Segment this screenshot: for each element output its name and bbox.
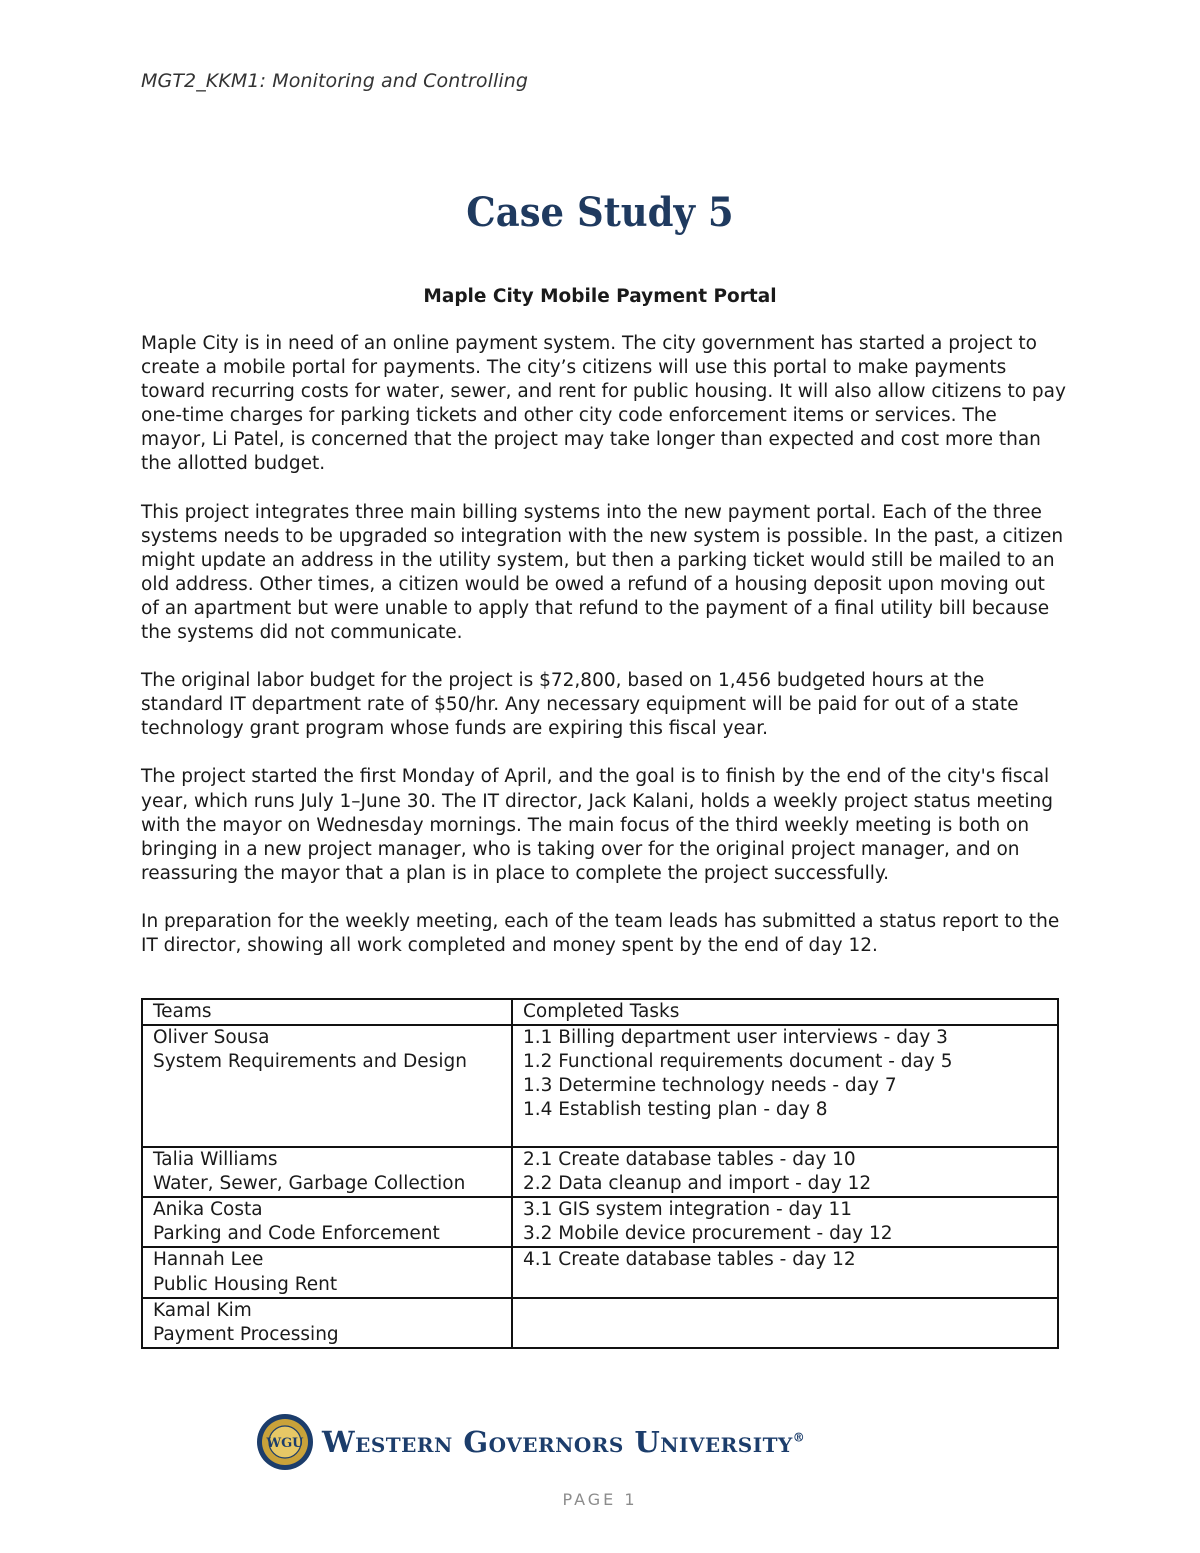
team-lead: Kamal Kim	[153, 1299, 252, 1321]
team-name: Parking and Code Enforcement	[153, 1223, 440, 1245]
tasks-cell	[512, 1147, 1058, 1197]
team-name: System Requirements and Design	[153, 1051, 467, 1073]
team-lead: Oliver Sousa	[153, 1027, 270, 1049]
status-table	[141, 998, 1059, 1349]
task-item: 1.1 Billing department user interviews - day 3	[523, 1027, 948, 1049]
header-completed-tasks: Completed Tasks	[512, 999, 1058, 1025]
team-name: Public Housing Rent	[153, 1273, 338, 1295]
table-row	[142, 1298, 1058, 1348]
task-item: 2.2 Data cleanup and import - day 12	[523, 1173, 872, 1195]
header-teams: Teams	[142, 999, 512, 1025]
team-lead: Talia Williams	[153, 1149, 278, 1171]
paragraph-integration: This project integrates three main billing systems into the new payment portal. Each of the three systems needs to be upgraded so integration with the new system is possible. In the past, a citizen might update an address in the utility system, but then a parking ticket would still be mailed to an old address. Other times, a citizen would be owed a refund of a housing deposit upon moving out of an apartment but were unable to apply that refund to the payment of a final utility bill because the systems did not communicate.	[141, 501, 1064, 644]
team-name: Payment Processing	[153, 1323, 339, 1345]
team-lead: Hannah Lee	[153, 1249, 264, 1271]
table-row	[142, 1147, 1058, 1197]
wgu-logo	[256, 1410, 805, 1474]
task-item: 1.4 Establish testing plan - day 8	[523, 1099, 828, 1121]
logo-text: Western Governors University	[322, 1425, 793, 1459]
table-header-row	[142, 999, 1058, 1025]
team-name: Water, Sewer, Garbage Collection	[153, 1173, 466, 1195]
tasks-cell	[512, 1197, 1058, 1247]
case-body	[141, 332, 1066, 982]
case-subtitle: Maple City Mobile Payment Portal	[423, 286, 777, 307]
table-row	[142, 1197, 1058, 1247]
tasks-cell-empty	[512, 1298, 1058, 1348]
paragraph-preparation: In preparation for the weekly meeting, each of the team leads has submitted a status report to the IT director, showing all work completed and money spent by the end of day 12.	[141, 910, 1060, 956]
table-row	[142, 1247, 1058, 1297]
paragraph-budget: The original labor budget for the project is $72,800, based on 1,456 budgeted hours at the standard IT department rate of $50/hr. Any necessary equipment will be paid for out of a state technology grant program whose funds are expiring this fiscal year.	[141, 670, 1019, 740]
task-item: 1.2 Functional requirements document - day 5	[523, 1051, 953, 1073]
task-item: 3.1 GIS system integration - day 11	[523, 1199, 852, 1221]
team-cell	[142, 1147, 512, 1197]
task-item: 2.1 Create database tables - day 10	[523, 1149, 856, 1171]
team-cell	[142, 1197, 512, 1247]
task-item: 1.3 Determine technology needs - day 7	[523, 1075, 897, 1097]
tasks-cell	[512, 1247, 1058, 1297]
seal-initials: WGU	[266, 1436, 304, 1451]
team-cell	[142, 1025, 512, 1147]
table-row	[142, 1025, 1058, 1147]
university-seal-icon	[256, 1413, 314, 1471]
page-number: PAGE 1	[562, 1490, 638, 1509]
page-title: Case Study 5	[466, 188, 734, 236]
course-header: MGT2_KKM1: Monitoring and Controlling	[141, 70, 529, 92]
team-lead: Anika Costa	[153, 1199, 263, 1221]
team-cell	[142, 1298, 512, 1348]
team-cell	[142, 1247, 512, 1297]
paragraph-schedule: The project started the first Monday of April, and the goal is to finish by the end of the city's fiscal year, which runs July 1–June 30. The IT director, Jack Kalani, holds a weekly project status meeting with the mayor on Wednesday mornings. The main focus of the third weekly meeting is both on bringing in a new project manager, who is taking over for the original project manager, and on reassuring the mayor that a plan is in place to complete the project successfully.	[141, 766, 1054, 884]
logo-wordmark	[322, 1425, 805, 1459]
trademark-mark: ®	[792, 1430, 806, 1445]
task-item: 3.2 Mobile device procurement - day 12	[523, 1223, 893, 1245]
paragraph-intro: Maple City is in need of an online payment system. The city government has started a project to create a mobile portal for payments. The city’s citizens will use this portal to make payments toward recurring costs for water, sewer, and rent for public housing. It will also allow citizens to pay one-time charges for parking tickets and other city code enforcement items or services. The mayor, Li Patel, is concerned that the project may take longer than expected and cost more than the allotted budget.	[141, 333, 1066, 475]
tasks-cell	[512, 1025, 1058, 1147]
task-item: 4.1 Create database tables - day 12	[523, 1249, 856, 1271]
